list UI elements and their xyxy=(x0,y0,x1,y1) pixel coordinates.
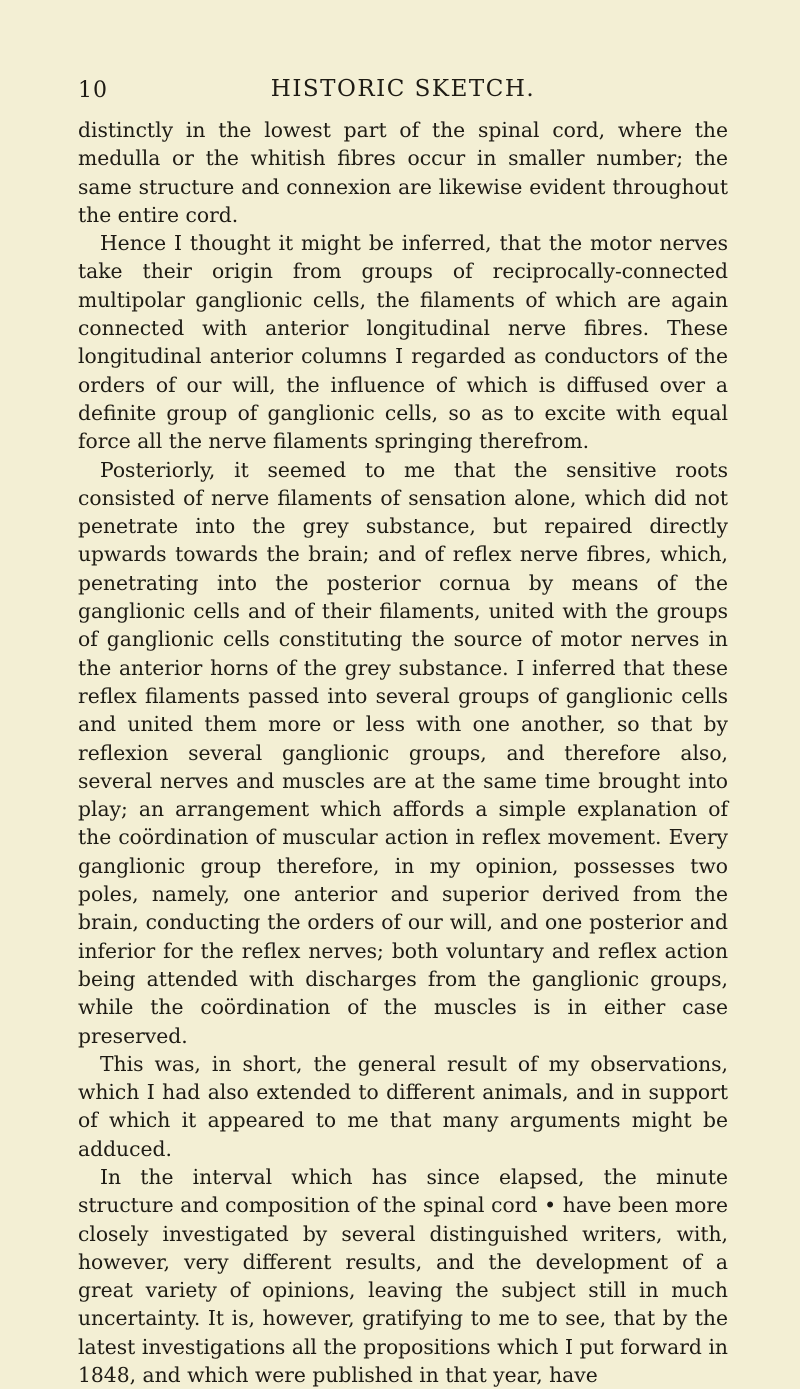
body-text xyxy=(78,116,728,1389)
running-head xyxy=(78,60,728,103)
paragraph-sensitive-roots: Posteriorly, it seemed to me that the sensitive roots consisted of nerve filaments of sensation alone, which did not penetrate into the grey substance, but repaired directly upwards towards the brain; and of reflex nerve fibres, which, penetrating into the posterior cornua by means of the ganglionic cells and of their filaments, united with the groups of ganglionic cells constituting the source of motor nerves in the anterior horns of the grey substance. I inferred that these reflex filaments passed into several groups of ganglionic cells and united them more or less with one another, so that by reflexion several ganglionic groups, and therefore also, several nerves and muscles are at the same time brought into play; an arrangement which affords a simple explanation of the coördination of muscular action in reflex movement. Every ganglionic group therefore, in my opinion, possesses two poles, namely, one anterior and superior derived from the brain, conducting the orders of our will, and one posterior and inferior for the reflex nerves; both voluntary and reflex action being attended with discharges from the ganglionic groups, while the coördination of the muscles is in either case preserved. xyxy=(78,457,728,1048)
paragraph-motor-nerves: Hence I thought it might be inferred, that the motor nerves take their origin from groups of reciprocally-connected multipolar ganglionic cells, the filaments of which are again connected with anterior longitudinal nerve fibres. These longitudinal anterior columns I regarded as conductors of the orders of our will, the influence of which is diffused over a definite group of ganglionic cells, so as to excite with equal force all the nerve filaments springing therefrom. xyxy=(78,231,728,454)
paragraph-interval: In the interval which has since elapsed, the minute structure and composition of the spinal cord • have been more closely investigated by several distinguished writers, with, however, very different results, and the development of a great variety of opinions, leaving the subject still in much uncertainty. It is, however, gratifying to me to see, that by the latest investigations all the propositions which I put forward in 1848, and which were published in that year, have xyxy=(78,1164,728,1388)
page-number: 10 xyxy=(78,78,108,103)
paragraph-continued: distinctly in the lowest part of the spinal cord, where the medulla or the whitish fibres occur in smaller number; the same structure and connexion are likewise evident throughout the entire cord. xyxy=(78,118,728,227)
paragraph-general-result: This was, in short, the general result of my observations, which I had also extended to different animals, and in support of which it appeared to me that many arguments might be adduced. xyxy=(78,1051,728,1161)
running-title: HISTORIC SKETCH. xyxy=(270,76,536,102)
